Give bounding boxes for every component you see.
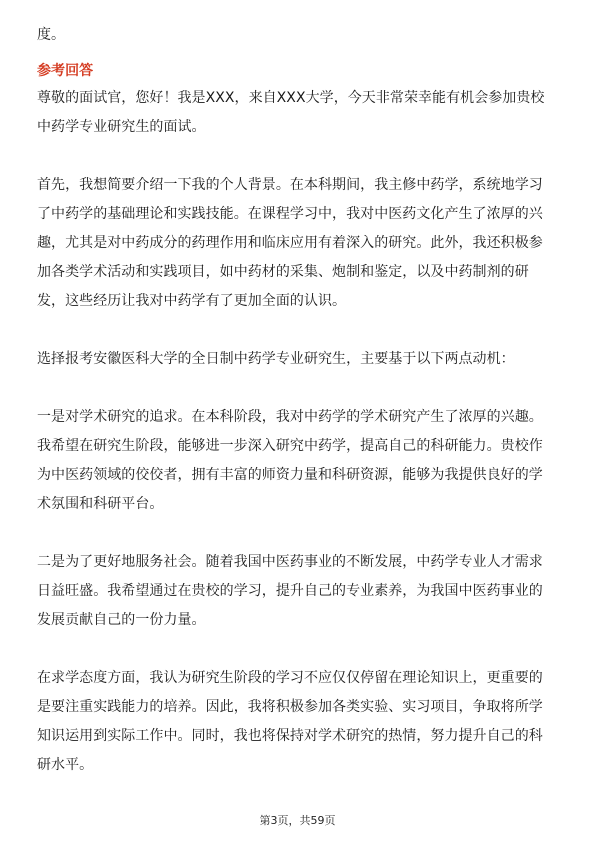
text-line: 为中医药领域的佼佼者，拥有丰富的师资力量和科研资源，能够为我提供良好的学: [37, 467, 543, 483]
text-line: 了中药学的基础理论和实践技能。在课程学习中，我对中医药文化产生了浓厚的兴: [37, 206, 543, 222]
text-line: 一是对学术研究的追求。在本科阶段，我对中药学的学术研究产生了浓厚的兴趣。: [37, 409, 543, 425]
text-line: 尊敬的面试官，您好！我是XXX，来自XXX大学，今天非常荣幸能有机会参加贵校: [37, 90, 545, 106]
text-line: 选择报考安徽医科大学的全日制中药学专业研究生，主要基于以下两点动机：: [37, 351, 515, 367]
text-line: 在求学态度方面，我认为研究生阶段的学习不应仅仅停留在理论知识上，更重要的: [37, 670, 543, 686]
text-line: 发展贡献自己的一份力量。: [37, 612, 206, 628]
text-line: 我希望在研究生阶段，能够进一步深入研究中药学，提高自己的科研能力。贵校作: [37, 438, 543, 454]
text-line: 二是为了更好地服务社会。随着我国中医药事业的不断发展，中药学专业人才需求: [37, 554, 543, 570]
text-line: 是要注重实践能力的培养。因此，我将积极参加各类实验、实习项目，争取将所学: [37, 699, 543, 715]
text-line: 知识运用到实际工作中。同时，我也将保持对学术研究的热情，努力提升自己的科: [37, 728, 543, 744]
text-line: 发，这些经历让我对中药学有了更加全面的认识。: [37, 293, 347, 309]
text-line: 度。: [37, 27, 66, 43]
text-line: 中药学专业研究生的面试。: [37, 119, 206, 135]
text-line: 首先，我想简要介绍一下我的个人背景。在本科期间，我主修中药学，系统地学习: [37, 177, 543, 193]
text-line: 日益旺盛。我希望通过在贵校的学习，提升自己的专业素养，为我国中医药事业的: [37, 583, 543, 599]
answer-heading: 参考回答: [37, 63, 94, 79]
text-line: 术氛围和科研平台。: [37, 496, 164, 512]
text-line: 加各类学术活动和实践项目，如中药材的采集、炮制和鉴定，以及中药制剂的研: [37, 264, 529, 280]
text-line: 趣，尤其是对中药成分的药理作用和临床应用有着深入的研究。此外，我还积极参: [37, 235, 543, 251]
page-footer: 第3页，共59页: [259, 814, 336, 827]
text-line: 研水平。: [37, 757, 94, 773]
